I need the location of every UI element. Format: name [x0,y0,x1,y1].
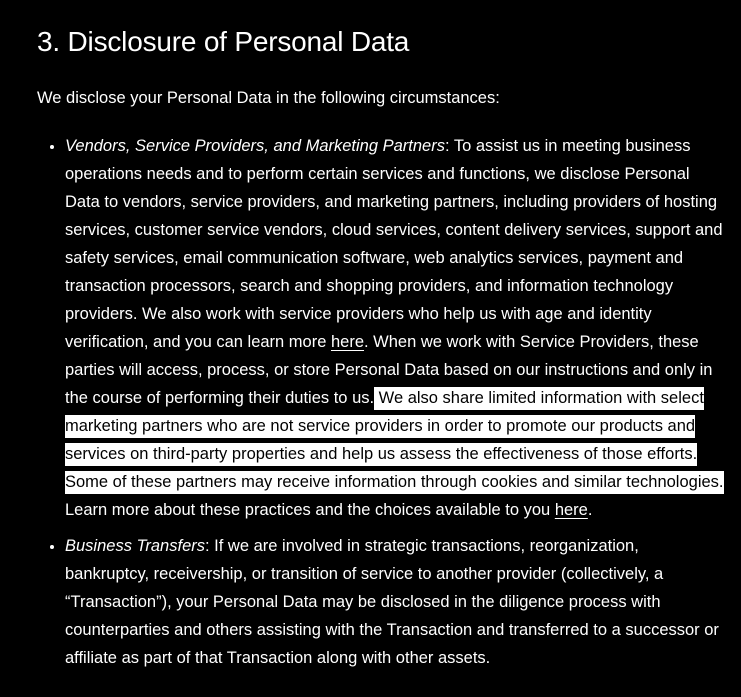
disclosure-list [37,132,727,672]
section-intro: We disclose your Personal Data in the following circumstances: [37,89,500,107]
item-term: Vendors, Service Providers, and Marketing Partners [65,137,445,155]
learn-more-marketing-choices-link[interactable]: here [554,501,588,519]
list-item-vendors [65,132,727,524]
item-text: : If we are involved in strategic transactions, reorganization, bankruptcy, receivership, or transition of service to another provider (collectively, a “Transaction”), your Personal Data may be disclosed in the diligence process with counterparties and others assisting with the Transaction and transferred to a successor or affiliate as part of that Transaction along with other assets. [65,537,719,667]
learn-more-age-verification-link[interactable]: here [330,333,365,351]
item-text: Learn more about these practices and the choices available to you [65,501,555,519]
list-item-business-transfers [65,532,727,672]
item-text: . [587,501,593,519]
highlighted-text-selection: We also share limited information with select marketing partners who are not service providers in order to promote our products and services on third-party properties and help us assess the effectiveness of those efforts. Some of these partners may receive information through cookies and similar technologies. [65,387,724,494]
item-term: Business Transfers [65,537,205,555]
item-text: : To assist us in meeting business operations needs and to perform certain services and functions, we disclose Personal Data to vendors, service providers, and marketing partners, including providers of hosting services, customer service vendors, cloud services, content delivery services, support and safety services, email communication software, web analytics services, payment and transaction processors, search and shopping providers, and information technology providers. We also work with service providers who help us with age and identity verification, and you can learn more [65,137,723,351]
section-title: 3. Disclosure of Personal Data [37,26,410,57]
policy-content [37,0,727,680]
item-text: . When we work with Service Providers, these parties will access, process, or store Personal Data based on our instructions and only in the course of performing their duties to us. [65,333,713,407]
